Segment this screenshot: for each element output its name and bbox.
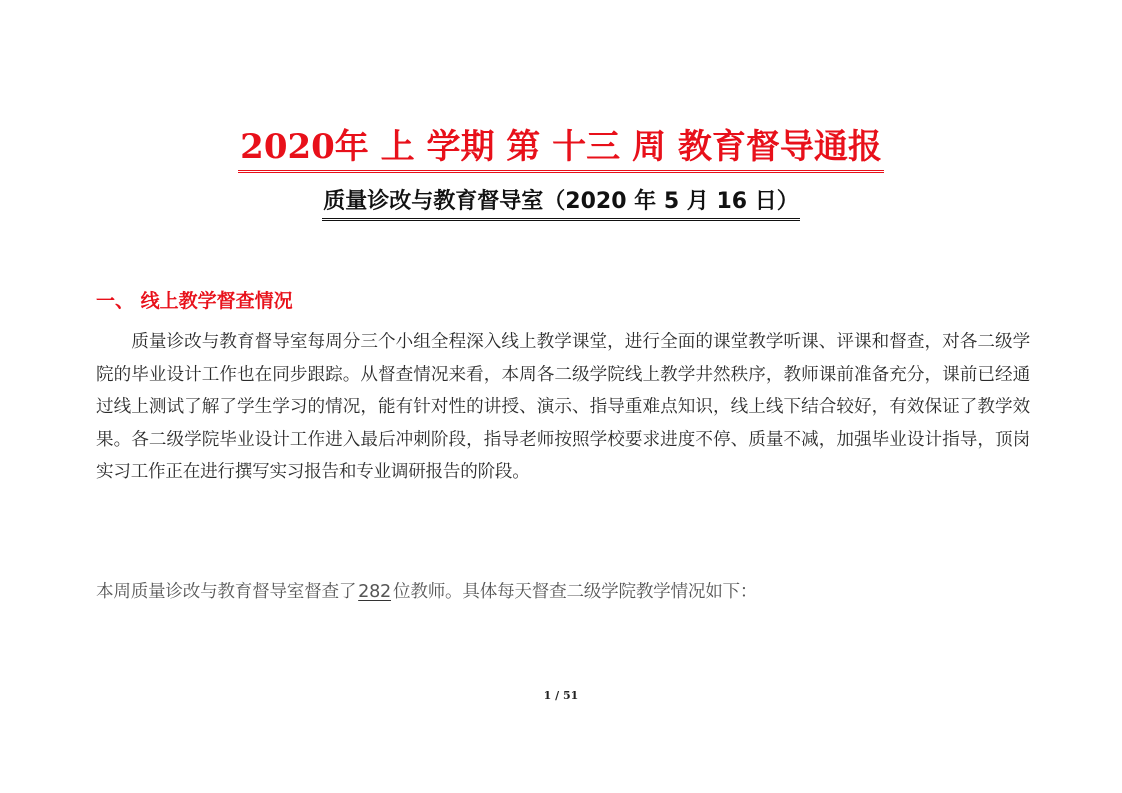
- summary-suffix: 位教师。具体每天督查二级学院教学情况如下：: [393, 582, 758, 602]
- section-body-paragraph: 质量诊改与教育督导室每周分三个小组全程深入线上教学课堂，进行全面的课堂教学听课、评课和督查，对各二级学院的毕业设计工作也在同步跟踪。从督查情况来看，本周各二级学院线上教学井然秩序，教师课前准备充分，课前已经通过线上测试了解了学生学习的情况，能有针对性的讲授、演示、指导重难点知识，线上线下结合较好，有效保证了教学效果。各二级学院毕业设计工作进入最后冲刺阶段，指导老师按照学校要求进度不停、质量不减，加强毕业设计指导，顶岗实习工作正在进行撰写实习报告和专业调研报告的阶段。: [96, 332, 1030, 482]
- section-heading-online-teaching: 一、 线上教学督查情况: [96, 290, 293, 312]
- page-number: 1 / 51: [543, 689, 579, 702]
- summary-prefix: 本周质量诊改与教育督导室督查了: [96, 582, 357, 602]
- document-subtitle: [0, 186, 1122, 221]
- document-title: [0, 124, 1122, 173]
- summary-line: [96, 576, 1030, 608]
- teacher-count: 282: [358, 582, 392, 602]
- document-subtitle-text: 质量诊改与教育督导室（2020 年 5 月 16 日）: [322, 186, 799, 221]
- document-title-text: 2020年 上 学期 第 十三 周 教育督导通报: [238, 124, 884, 173]
